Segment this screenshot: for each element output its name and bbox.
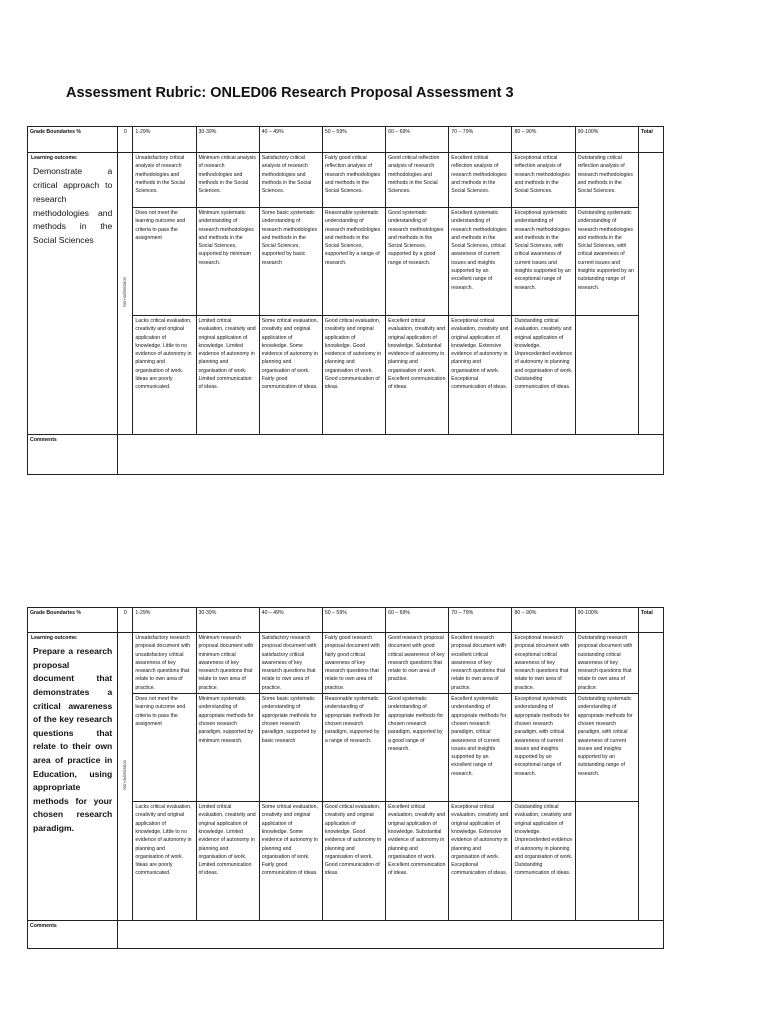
rubric-cell: Unsatisfactory research proposal document with unsatisfactory critical awareness of key research questions that relate to own area of practice. [133,633,196,694]
criteria-row [28,633,664,694]
rubric-cell: Good systematic understanding of research methodologies and methods in the Social Sciences, supported by a good range of research. [386,208,449,316]
comments-row [28,435,664,475]
non-submission-cell [118,633,133,921]
comments-label-cell [28,435,118,475]
grade-header: 40 – 49% [259,608,322,633]
rubric-cell: Exceptional systematic understanding of research methodologies and methods in the Social Sciences, with critical awareness of current issues and insights supported by an exceptional range of research. [512,208,575,316]
grade-header: 80 – 90% [512,608,575,633]
rubric-cell: Excellent research proposal document with excellent critical awareness of key research questions that relate to own area of practice. [449,633,512,694]
grade-header: 60 – 69% [386,127,449,153]
rubric-cell: Exceptional critical evaluation, creativity and original application of knowledge. Extensive evidence of autonomy in planning and organisation of work. Exceptional communication of ideas. [449,802,512,921]
rubric-cell: Excellent systematic understanding of appropriate methods for chosen research paradigm, critical awareness of current issues and insights supported by an excellent range of research. [449,694,512,802]
rubric-cell: Excellent critical reflection analysis of research methodologies and methods in the Social Sciences. [449,153,512,208]
rubric-cell: Outstanding critical reflection analysis of research methodologies and methods in the Social Sciences. [575,153,638,208]
criteria-row [28,153,664,208]
comments-row [28,921,664,949]
learning-outcome-text: Prepare a research proposal document that demonstrates a critical awareness of the key research questions that relate to their own area of practice in Education, using appropriate methods for your chosen research paradigm. [33,646,113,834]
grade-boundaries-label: Grade Boundaries % [28,608,118,633]
rubric-cell: Fairly good research proposal document with fairly good critical awareness of key research questions that relate to own area of practice. [322,633,385,694]
rubric-table-1 [27,126,664,475]
rubric-cell: Limited critical evaluation, creativity and original application of knowledge. Limited evidence of autonomy in planning and organisation of work. Limited communication of ideas. [196,802,259,921]
rubric-cell: Excellent systematic understanding of research methodologies and methods in the Social Sciences, critical awareness of current issues and insights supported by an excellent range of research. [449,208,512,316]
grade-header-total: Total [638,127,663,153]
non-submission-label: Non-submission [122,759,128,790]
rubric-cell: Unsatisfactory critical analysis of research methodologies and methods in the Social Sciences. [133,153,196,208]
comments-label: Comments [30,923,57,930]
learning-outcome-label: Learning outcome: [31,635,78,641]
grade-header: 1-29% [133,127,196,153]
rubric-cell: Outstanding critical evaluation, creativity and original application of knowledge. Unprecedented evidence of autonomy in planning and organisation of work. Outstanding communication of ideas. [512,802,575,921]
rubric-cell: Outstanding research proposal document with outstanding critical awareness of key research questions that relate to own area of practice. [575,633,638,694]
rubric-cell: Good critical evaluation, creativity and original application of knowledge. Good evidence of autonomy in planning and organisation of work. Good communication of ideas. [322,316,385,435]
grade-header: 90-100% [575,127,638,153]
rubric-cell: Some basic systematic understanding of appropriate methods for chosen research paradigm, supported by basic research [259,694,322,802]
grade-header: 40 – 49% [259,127,322,153]
rubric-cell: Good critical reflection analysis of research methodologies and methods in the Social Sciences. [386,153,449,208]
non-submission-cell [118,153,133,435]
grade-header: 70 – 79% [449,127,512,153]
rubric-cell: Good research proposal document with good critical awareness of key research questions that relate to own area of practice. [386,633,449,694]
non-submission-label: Non-submission [122,276,128,307]
grade-boundaries-label: Grade Boundaries % [28,127,118,153]
rubric-cell: Outstanding systematic understanding of research methodologies and methods in the Social Sciences, with critical awareness of current issues and insights supported by an outstanding range of research. [575,208,638,316]
rubric-cell: Exceptional critical reflection analysis of research methodologies and methods in the Social Sciences. [512,153,575,208]
grade-header: 0 [118,608,133,633]
rubric-cell: Exceptional systematic understanding of appropriate methods for chosen research paradigm, with critical awareness of current issues and insights supported by an exceptional range of research. [512,694,575,802]
rubric-table-2 [27,607,664,949]
rubric-cell: Exceptional critical evaluation, creativity and original application of knowledge. Extensive evidence of autonomy in planning and organisation of work. Exceptional communication of ideas. [449,316,512,435]
grade-header: 30-39% [196,608,259,633]
comments-label: Comments [30,437,57,443]
rubric-cell: Excellent critical evaluation, creativity and original application of knowledge. Substantial evidence of autonomy in planning and organisation of work. Excellent communication of ideas. [386,802,449,921]
grade-header: 50 – 59% [322,127,385,153]
grade-header: 1-29% [133,608,196,633]
rubric-cell: Satisfactory research proposal document with satisfactory critical awareness of key research questions that relate to own area of practice. [259,633,322,694]
grade-header: 50 – 59% [322,608,385,633]
rubric-cell: Lacks critical evaluation, creativity and original application of knowledge. Little to no evidence of autonomy in planning and organisation of work. Ideas are poorly communicated. [133,802,196,921]
grade-header: 0 [118,127,133,153]
rubric-cell: Exceptional research proposal document with exceptional critical awareness of key research questions that relate to own area of practice. [512,633,575,694]
rubric-cell: Outstanding systematic understanding of appropriate methods for chosen research paradigm, with critical awareness of current issues and insights supported by an outstanding range of research. [575,694,638,802]
learning-outcome-cell [28,153,118,435]
comments-label-cell [28,921,118,949]
page-title: Assessment Rubric: ONLED06 Research Proposal Assessment 3 [66,85,514,101]
rubric-cell: Good systematic understanding of appropriate methods for chosen research paradigm, supported by a good range of research. [386,694,449,802]
total-cell [638,153,663,435]
comments-field[interactable] [118,921,664,949]
grade-header-row [28,608,664,633]
grade-header-total: Total [638,608,663,633]
grade-header: 70 – 79% [449,608,512,633]
rubric-cell: Outstanding critical evaluation, creativity and original application of knowledge. Unprecedented evidence of autonomy in planning and organisation of work. Outstanding communication of ideas. [512,316,575,435]
rubric-cell: Minimum research proposal document with minimum critical awareness of key research questions that relate to own area of practice. [196,633,259,694]
rubric-cell: Some basic systematic understanding of research methodologies and methods in the Social Sciences, supported by basic research [259,208,322,316]
rubric-cell: Fairly good critical reflection analysis of research methodologies and methods in the Social Sciences. [322,153,385,208]
total-cell [638,633,663,921]
rubric-cell: Limited critical evaluation, creativity and original application of knowledge. Limited evidence of autonomy in planning and organisation of work. Limited communication of ideas. [196,316,259,435]
grade-header-row [28,127,664,153]
grade-header: 90-100% [575,608,638,633]
rubric-cell: Satisfactory critical analysis of research methodologies and methods in the Social Sciences. [259,153,322,208]
grade-header: 30-39% [196,127,259,153]
rubric-cell: Good critical evaluation, creativity and original application of knowledge. Good evidence of autonomy in planning and organisation of work. Good communication of ideas. [322,802,385,921]
rubric-cell: Minimum critical analysis of research methodologies and methods in the Social Sciences. [196,153,259,208]
grade-header: 80 – 90% [512,127,575,153]
comments-field[interactable] [118,435,664,475]
rubric-cell: Some critical evaluation, creativity and original application of knowledge. Some evidence of autonomy in planning and organisation of work. Fairly good communication of ideas. [259,316,322,435]
learning-outcome-label: Learning outcome: [31,155,78,161]
rubric-cell: Does not meet the learning outcome and criteria to pass the assignment [133,208,196,316]
rubric-cell: Reasonable systematic understanding of appropriate methods for chosen research paradigm, supported by a range of research. [322,694,385,802]
rubric-cell: Reasonable systematic understanding of research methodologies and methods in the Social Sciences, supported by a range of research. [322,208,385,316]
rubric-cell: Lacks critical evaluation, creativity and original application of knowledge. Little to no evidence of autonomy in planning and organisation of work. Ideas are poorly communicated. [133,316,196,435]
rubric-cell: Excellent critical evaluation, creativity and original application of knowledge. Substantial evidence of autonomy in planning and organisation of work. Excellent communication of ideas. [386,316,449,435]
grade-header: 60 – 69% [386,608,449,633]
learning-outcome-cell [28,633,118,921]
learning-outcome-text: Demonstrate a critical approach to research methodologies and methods in the Social Sciences [33,166,113,246]
rubric-cell: Some critical evaluation, creativity and original application of knowledge. Some evidence of autonomy in planning and organisation of work. Fairly good communication of ideas. [259,802,322,921]
rubric-cell: Does not meet the learning outcome and criteria to pass the assignment [133,694,196,802]
rubric-cell: Minimum systematic understanding of research methodologies and methods in the Social Sciences, supported by minimum research. [196,208,259,316]
rubric-cell: Minimum systematic understanding of appropriate methods for chosen research paradigm, supported by minimum research. [196,694,259,802]
